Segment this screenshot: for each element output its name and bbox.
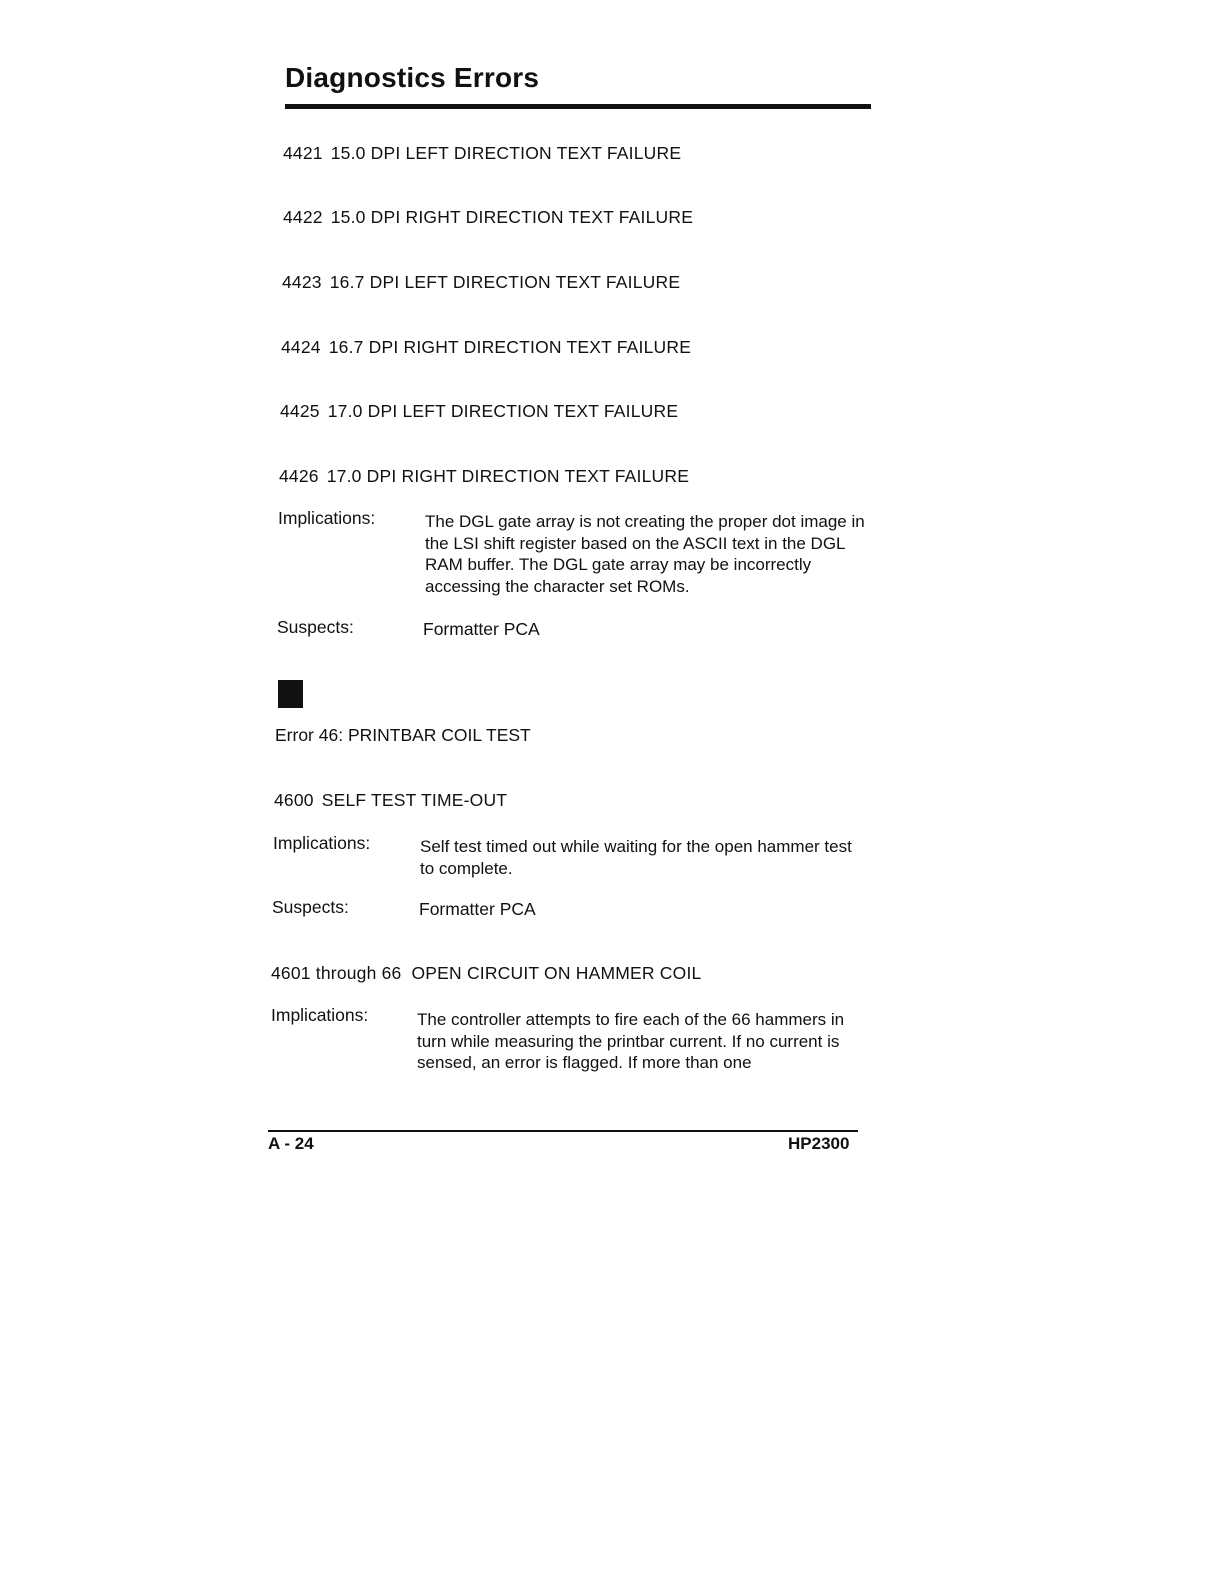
error-text: 15.0 DPI RIGHT DIRECTION TEXT FAILURE: [330, 207, 694, 227]
error-code: 4424: [281, 337, 321, 357]
error-text: SELF TEST TIME-OUT: [321, 790, 508, 810]
error-text: 17.0 DPI LEFT DIRECTION TEXT FAILURE: [327, 401, 679, 421]
error-line-4425: [280, 401, 678, 422]
suspects-label: Suspects:: [272, 897, 349, 917]
error-code: 4423: [282, 272, 322, 292]
page-number: A - 24: [268, 1134, 314, 1153]
implications-label: Implications:: [271, 1005, 369, 1025]
error-code: 4426: [279, 466, 319, 486]
error-line-4601-66: [271, 963, 701, 984]
error-line-4423: [282, 272, 680, 293]
implications-text: The controller attempts to fire each of the 66 hammers in turn while measuring the printbar current. If no current is sensed, an error is flagged. If more than one: [417, 1010, 845, 1072]
suspects-text: Formatter PCA: [423, 619, 540, 639]
error-line-4426: [279, 466, 689, 487]
error-line-4600: [274, 790, 507, 811]
implications-label: Implications:: [273, 833, 371, 853]
suspects-text: Formatter PCA: [419, 899, 536, 919]
error-code: 4422: [283, 207, 323, 227]
error-46-heading: Error 46: PRINTBAR COIL TEST: [275, 725, 531, 745]
suspects-label: Suspects:: [277, 617, 354, 637]
error-code: 4425: [280, 401, 320, 421]
section-block-marker: [278, 680, 303, 708]
error-text: 17.0 DPI RIGHT DIRECTION TEXT FAILURE: [326, 466, 690, 486]
error-line-4421: [283, 143, 681, 164]
footer-rule: [268, 1130, 858, 1132]
implications-text: The DGL gate array is not creating the proper dot image in the LSI shift register based on the ASCII text in the DGL RAM buffer. The DGL gate array may be incorrectly accessing the character set ROMs.: [425, 512, 865, 596]
error-code: 4601 through 66: [271, 963, 402, 983]
error-line-4424: [281, 337, 691, 358]
implications-text: Self test timed out while waiting for the open hammer test to complete.: [420, 837, 852, 878]
error-code: 4421: [283, 143, 323, 163]
error-line-4422: [283, 207, 693, 228]
error-text: OPEN CIRCUIT ON HAMMER COIL: [411, 963, 702, 983]
page-title: Diagnostics Errors: [285, 62, 540, 93]
error-text: 15.0 DPI LEFT DIRECTION TEXT FAILURE: [330, 143, 682, 163]
error-code: 4600: [274, 790, 314, 810]
error-text: 16.7 DPI LEFT DIRECTION TEXT FAILURE: [329, 272, 681, 292]
implications-label: Implications:: [278, 508, 376, 528]
model-label: HP2300: [788, 1134, 850, 1153]
error-text: 16.7 DPI RIGHT DIRECTION TEXT FAILURE: [328, 337, 692, 357]
title-rule: [285, 104, 871, 109]
